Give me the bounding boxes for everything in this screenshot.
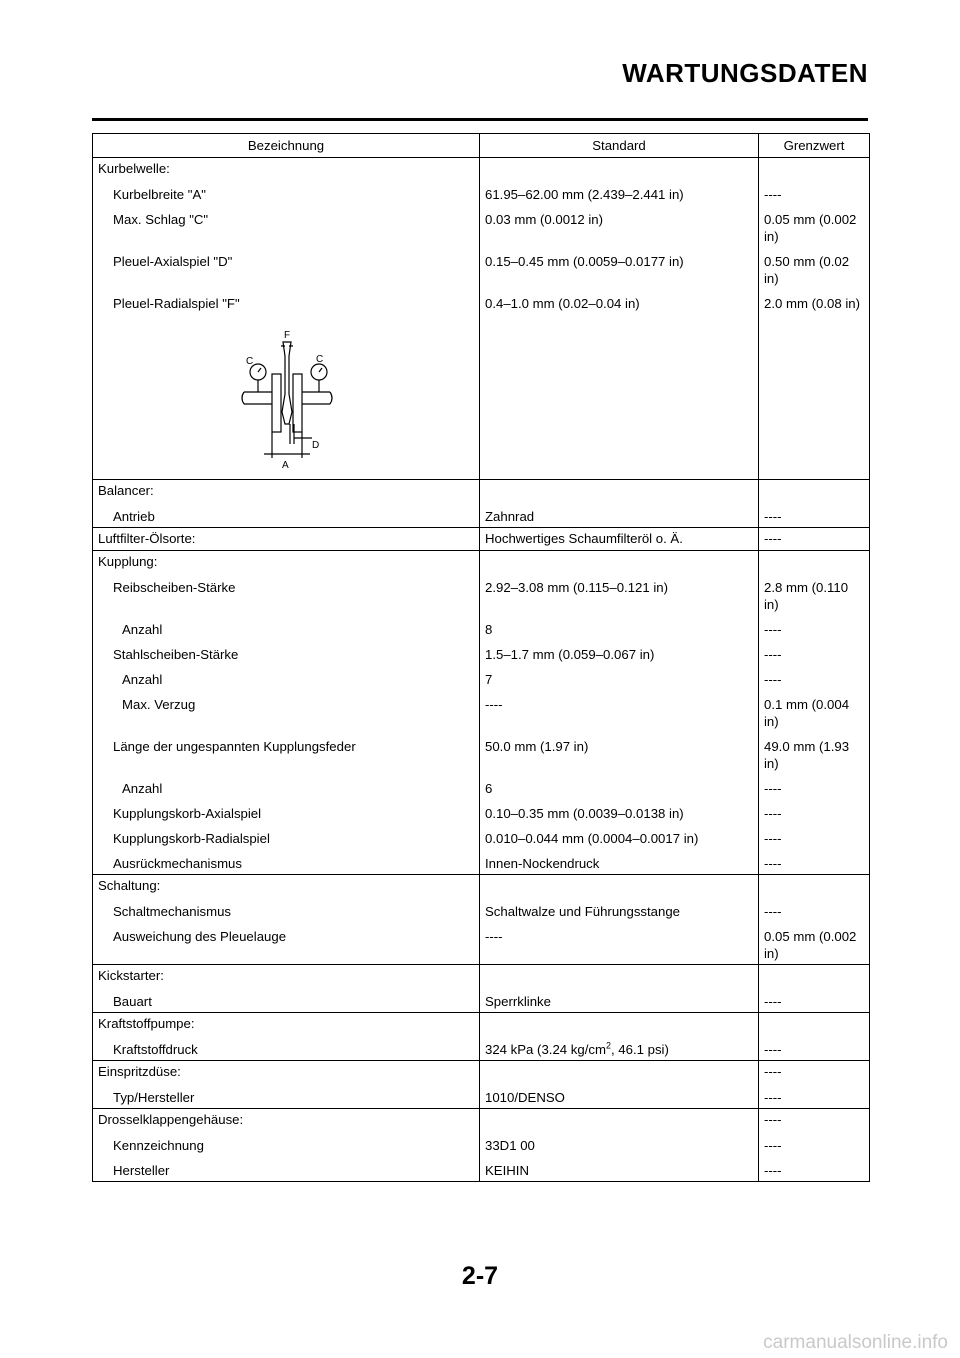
item-standard: 2.92–3.08 mm (0.115–0.121 in) xyxy=(480,573,759,615)
section-label: Kickstarter: xyxy=(93,965,480,988)
item-name: Stahlscheiben-Stärke xyxy=(93,640,480,665)
item-name: Antrieb xyxy=(93,502,480,528)
item-name: Max. Schlag "C" xyxy=(93,205,480,247)
section-label: Schaltung: xyxy=(93,875,480,898)
item-standard: 0.15–0.45 mm (0.0059–0.0177 in) xyxy=(480,247,759,289)
table-row xyxy=(93,849,870,875)
section-row xyxy=(93,1061,870,1084)
item-standard: 1.5–1.7 mm (0.059–0.067 in) xyxy=(480,640,759,665)
item-limit: 0.50 mm (0.02 in) xyxy=(759,247,870,289)
item-standard: 0.03 mm (0.0012 in) xyxy=(480,205,759,247)
item-standard: 1010/DENSO xyxy=(480,1083,759,1109)
column-header: Grenzwert xyxy=(759,134,870,158)
item-limit: ---- xyxy=(759,1083,870,1109)
item-standard: 7 xyxy=(480,665,759,690)
table-row xyxy=(93,897,870,922)
item-limit: ---- xyxy=(759,665,870,690)
item-name: Ausweichung des Pleuelauge xyxy=(93,922,480,965)
item-limit: ---- xyxy=(759,528,870,551)
section-row xyxy=(93,1013,870,1036)
table-row xyxy=(93,573,870,615)
item-standard: 0.4–1.0 mm (0.02–0.04 in) xyxy=(480,289,759,314)
item-limit: ---- xyxy=(759,502,870,528)
item-limit: ---- xyxy=(759,1061,870,1084)
item-limit: ---- xyxy=(759,849,870,875)
section-label: Kupplung: xyxy=(93,551,480,574)
label-a: A xyxy=(282,460,289,471)
item-name: Typ/Hersteller xyxy=(93,1083,480,1109)
item-name: Kraftstoffdruck xyxy=(93,1035,480,1061)
item-name: Ausrückmechanismus xyxy=(93,849,480,875)
item-name: Kurbelbreite "A" xyxy=(93,180,480,205)
table-row xyxy=(93,824,870,849)
item-name: Schaltmechanismus xyxy=(93,897,480,922)
item-limit: ---- xyxy=(759,180,870,205)
section-label: Balancer: xyxy=(93,480,480,503)
table-header xyxy=(93,134,870,158)
diagram-row xyxy=(93,314,870,480)
crankshaft-diagram xyxy=(232,322,372,472)
section-row xyxy=(93,875,870,898)
table-row xyxy=(93,665,870,690)
label-c-left: C xyxy=(246,356,254,367)
section-label: Einspritzdüse: xyxy=(93,1061,480,1084)
section-label: Kurbelwelle: xyxy=(93,158,480,181)
item-standard: 61.95–62.00 mm (2.439–2.441 in) xyxy=(480,180,759,205)
section-row xyxy=(93,480,870,503)
item-limit: ---- xyxy=(759,897,870,922)
item-limit: ---- xyxy=(759,1109,870,1132)
column-header: Standard xyxy=(480,134,759,158)
maintenance-data-table xyxy=(92,133,870,1182)
table-row xyxy=(93,502,870,528)
item-name: Kupplungskorb-Radialspiel xyxy=(93,824,480,849)
item-standard: Innen-Nockendruck xyxy=(480,849,759,875)
table-row xyxy=(93,289,870,314)
item-limit: 2.8 mm (0.110 in) xyxy=(759,573,870,615)
item-limit: ---- xyxy=(759,799,870,824)
item-name: Reibscheiben-Stärke xyxy=(93,573,480,615)
section-row xyxy=(93,158,870,181)
item-standard: ---- xyxy=(480,922,759,965)
item-name: Pleuel-Axialspiel "D" xyxy=(93,247,480,289)
label-c-right: C xyxy=(316,354,324,365)
table-row xyxy=(93,1131,870,1156)
item-standard: Schaltwalze und Führungsstange xyxy=(480,897,759,922)
item-name: Hersteller xyxy=(93,1156,480,1182)
item-limit: 0.05 mm (0.002 in) xyxy=(759,922,870,965)
label-d: D xyxy=(312,440,320,451)
page-title: WARTUNGSDATEN xyxy=(622,58,868,88)
section-row xyxy=(93,1109,870,1132)
item-name: Max. Verzug xyxy=(93,690,480,732)
table-row xyxy=(93,774,870,799)
table-row xyxy=(93,1156,870,1182)
table-row xyxy=(93,1035,870,1061)
item-limit: ---- xyxy=(759,640,870,665)
crankshaft-diagram-cell xyxy=(93,314,480,480)
item-limit: ---- xyxy=(759,1035,870,1061)
item-limit: 0.05 mm (0.002 in) xyxy=(759,205,870,247)
item-name: Kennzeichnung xyxy=(93,1131,480,1156)
section-label: Kraftstoffpumpe: xyxy=(93,1013,480,1036)
table-row xyxy=(93,180,870,205)
item-name: Bauart xyxy=(93,987,480,1013)
table-row xyxy=(93,640,870,665)
section-label: Drosselklappengehäuse: xyxy=(93,1109,480,1132)
item-name: Länge der ungespannten Kupplungsfeder xyxy=(93,732,480,774)
item-limit: ---- xyxy=(759,987,870,1013)
item-name: Anzahl xyxy=(93,774,480,799)
item-limit: 2.0 mm (0.08 in) xyxy=(759,289,870,314)
item-name: Pleuel-Radialspiel "F" xyxy=(93,289,480,314)
table-row xyxy=(93,615,870,640)
item-standard: 50.0 mm (1.97 in) xyxy=(480,732,759,774)
item-standard: Sperrklinke xyxy=(480,987,759,1013)
item-limit: ---- xyxy=(759,774,870,799)
table-row xyxy=(93,205,870,247)
section-row xyxy=(93,551,870,574)
item-name: Luftfilter-Ölsorte: xyxy=(93,528,480,551)
item-name: Anzahl xyxy=(93,665,480,690)
table-row xyxy=(93,690,870,732)
item-standard: Zahnrad xyxy=(480,502,759,528)
item-name: Anzahl xyxy=(93,615,480,640)
item-limit: ---- xyxy=(759,1131,870,1156)
label-f: F xyxy=(284,330,291,341)
item-limit: ---- xyxy=(759,1156,870,1182)
item-name: Kupplungskorb-Axialspiel xyxy=(93,799,480,824)
column-header: Bezeichnung xyxy=(93,134,480,158)
item-standard: 6 xyxy=(480,774,759,799)
item-limit: 0.1 mm (0.004 in) xyxy=(759,690,870,732)
section-row xyxy=(93,528,870,551)
table-row xyxy=(93,922,870,965)
item-standard: 0.10–0.35 mm (0.0039–0.0138 in) xyxy=(480,799,759,824)
item-limit: ---- xyxy=(759,615,870,640)
table-row xyxy=(93,987,870,1013)
item-standard: KEIHIN xyxy=(480,1156,759,1182)
header-rule xyxy=(92,118,868,121)
watermark: carmanualsonline.info xyxy=(763,1332,948,1353)
table-row xyxy=(93,732,870,774)
item-limit: ---- xyxy=(759,824,870,849)
item-standard: Hochwertiges Schaumfilteröl o. Ä. xyxy=(480,528,759,551)
item-standard: 324 kPa (3.24 $kg/cm^2$, 46.1 psi) xyxy=(480,1035,759,1061)
item-limit: 49.0 mm (1.93 in) xyxy=(759,732,870,774)
item-standard: 0.010–0.044 mm (0.0004–0.0017 in) xyxy=(480,824,759,849)
item-standard: 33D1 00 xyxy=(480,1131,759,1156)
item-standard: 8 xyxy=(480,615,759,640)
section-row xyxy=(93,965,870,988)
table-row xyxy=(93,247,870,289)
table-row xyxy=(93,799,870,824)
table-row xyxy=(93,1083,870,1109)
item-standard: ---- xyxy=(480,690,759,732)
page-number: 2-7 xyxy=(461,1262,499,1290)
